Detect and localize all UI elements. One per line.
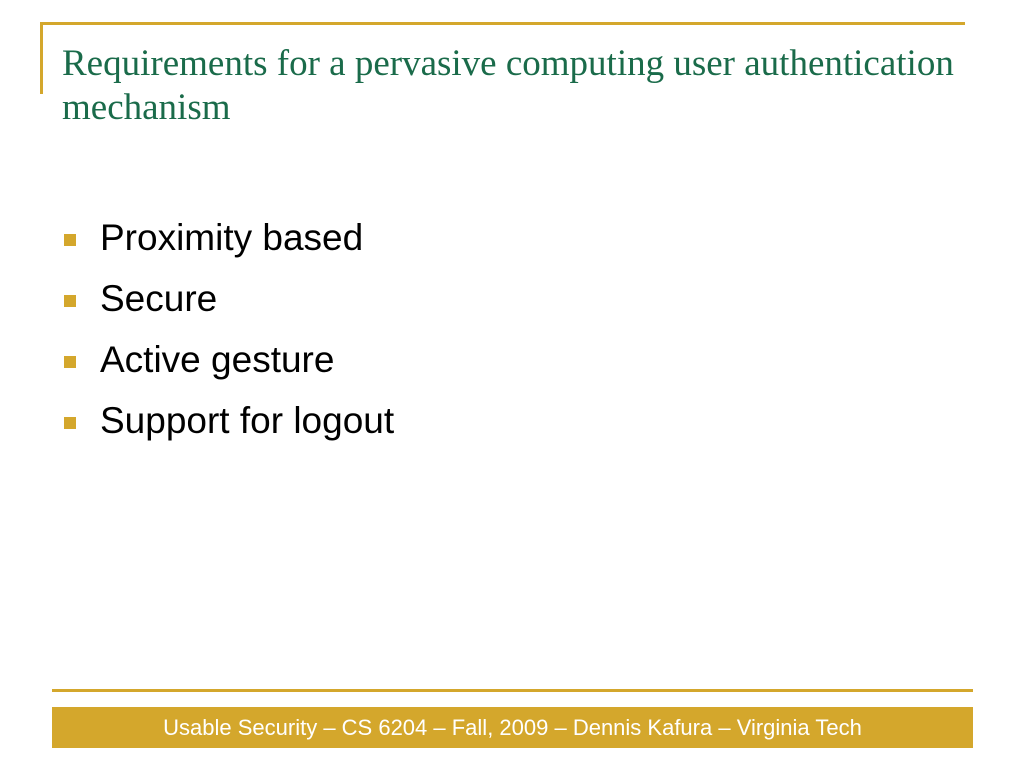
bullet-item [64, 210, 394, 271]
square-bullet-icon [64, 234, 76, 246]
square-bullet-icon [64, 356, 76, 368]
bullet-text: Support for logout [100, 400, 395, 441]
slide-title: Requirements for a pervasive computing user authentication mechanism [62, 43, 954, 128]
footer-rule [52, 689, 973, 692]
bullet-item [64, 332, 394, 393]
square-bullet-icon [64, 295, 76, 307]
bullet-item [64, 271, 394, 332]
square-bullet-icon [64, 417, 76, 429]
bullet-item [64, 393, 394, 454]
bullet-list [64, 210, 394, 454]
footer-bar [52, 707, 973, 748]
title-frame-left-rule [40, 22, 43, 94]
bullet-text: Active gesture [100, 339, 335, 380]
title-frame-top-rule [42, 22, 965, 25]
bullet-text: Proximity based [100, 217, 364, 258]
footer-text: Usable Security – CS 6204 – Fall, 2009 – Dennis Kafura – Virginia Tech [163, 714, 862, 740]
bullet-text: Secure [100, 278, 218, 319]
